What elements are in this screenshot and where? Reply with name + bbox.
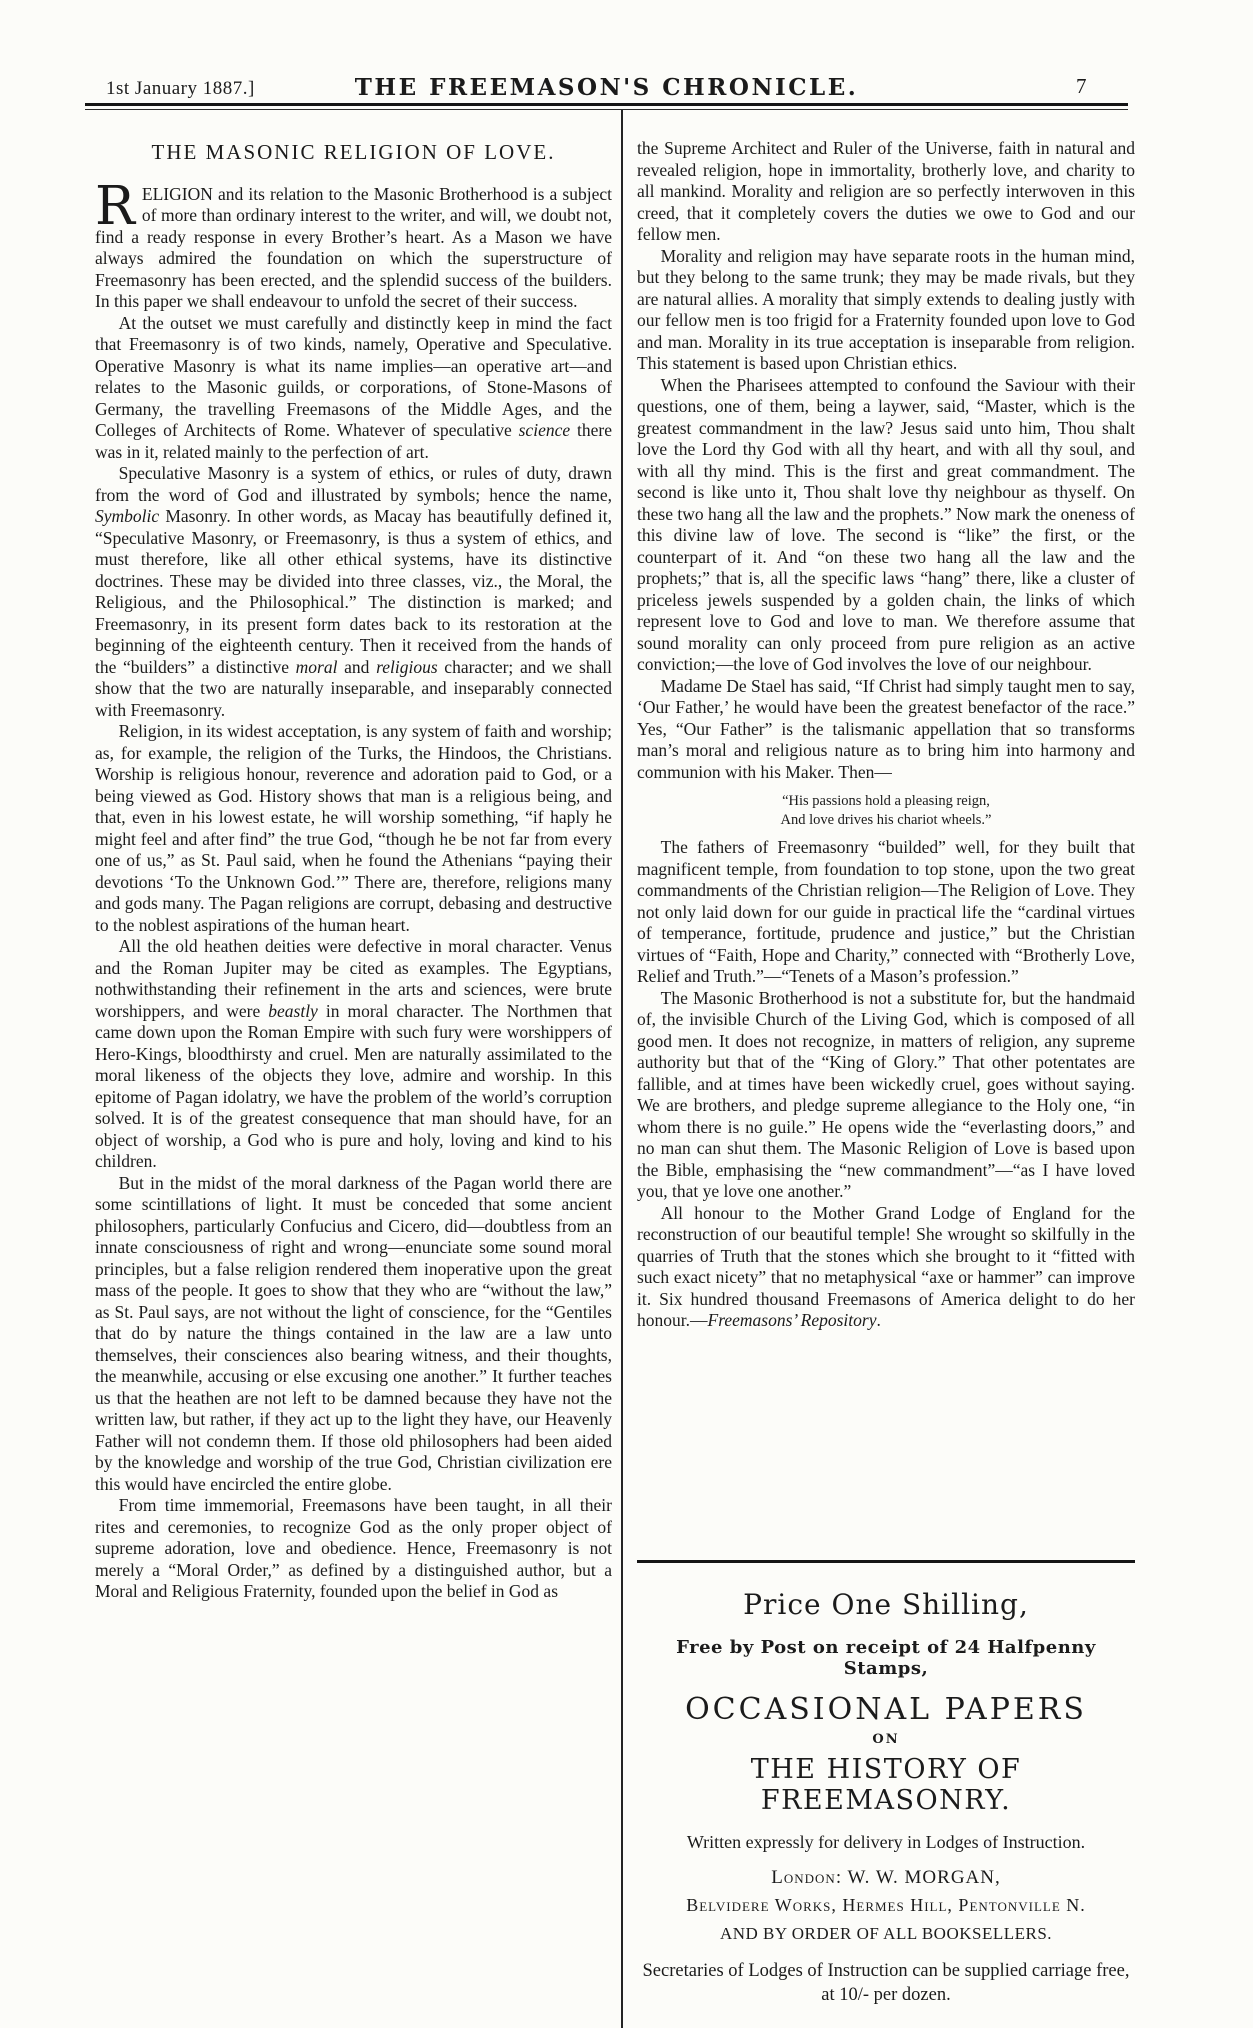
advert-book-title: THE HISTORY OF FREEMASONRY.	[750, 1754, 1022, 1816]
advert-series-title: OCCASIONAL PAPERS	[685, 1692, 1087, 1727]
article-paragraph: Madame De Stael has said, “If Christ had simply taught men to say, ‘Our Father,’ he would have been the greatest benefactor of the race.” Yes, “Our Father” is the talismanic appellation that so transforms man’s moral and religious nature as to bring him into harmony and communion with his Maker. Then—	[637, 675, 1135, 782]
header-date: 1st January 1887.]	[106, 78, 255, 99]
advert-price-line: Price One Shilling,	[743, 1588, 1029, 1621]
advert-written-line: Written expressly for delivery in Lodges of Instruction.	[686, 1832, 1086, 1852]
verse-quote: “His passions hold a pleasing reign, And love drives his chariot wheels.”	[780, 793, 992, 828]
drop-cap: R	[95, 175, 135, 237]
article-paragraph: At the outset we must carefully and distinctly keep in mind the fact that Freemasonry is of two kinds, namely, Operative and Speculative. Operative Masonry is what its name implies—an operative art—and relates to the Masonic guilds, or corporations, of Stone-Masons of Germany, the travelling Freemasons of the Middle Ages, and the Colleges of Architects of Rome. Whatever of speculative science there was in it, related mainly to the perfection of art.	[95, 312, 612, 462]
article-paragraph: RELIGION and its relation to the Masonic Brotherhood is a subject of more than ordinary interest to the writer, and will, we doubt not, find a ready response in every Brother’s heart. As a Mason we have always admired the foundation on which the superstructure of Freemasonry has been erected, and the splendid success of the builders. In this paper we shall endeavour to unfold the secret of their success.	[95, 175, 612, 311]
advert-publisher-line2: Belvidere Works, Hermes Hill, Pentonville N.	[686, 1895, 1086, 1915]
article-title: THE MASONIC RELIGION OF LOVE.	[151, 140, 556, 164]
article-paragraph: All the old heathen deities were defective in moral character. Venus and the Roman Jupiter may be cited as examples. The Egyptians, nothwithstanding their refinement in the arts and sciences, were brute worshippers, and were beastly in moral character. The Northmen that came down upon the Roman Empire with such fury were worshippers of Hero-Kings, bloodthirsty and cruel. Men are naturally assimilated to the moral likeness of the objects they love, admire and worship. In this epitome of Pagan idolatry, we have the problem of the world’s corruption solved. It is of the greatest consequence that man should have, for an object of worship, a God who is pure and holy, loving and kind to his children.	[95, 936, 612, 1171]
advert-on-label: ON	[872, 1732, 900, 1747]
advert-post-line: Free by Post on receipt of 24 Halfpenny Stamps,	[676, 1637, 1096, 1679]
left-column-body	[95, 175, 612, 1603]
article-paragraph: Speculative Masonry is a system of ethics, or rules of duty, drawn from the word of God and illustrated by symbols; hence the name, Symbolic Masonry. In other words, as Macay has beautifully defined it, “Speculative Masonry, or Freemasonry, is thus a system of ethics, and must therefore, like all other ethical systems, have its distinctive doctrines. These may be divided into three classes, viz., the Moral, the Religious, and the Philosophical.” The distinction is marked; and Freemasonry, in its present form dates back to its restoration at the beginning of the eighteenth century. Then it received from the hands of the “builders” a distinctive moral and religious character; and we shall show that the two are naturally inseparable, and inseparably connected with Freemasonry.	[95, 463, 612, 720]
page-number: 7	[1076, 74, 1087, 98]
article-paragraph: From time immemorial, Freemasons have been taught, in all their rites and ceremonies, to recognize God as the only proper object of supreme adoration, love and obedience. Hence, Freemasonry is not merely a “Moral Order,” as defined by a distinguished author, but a Moral and Religious Fraternity, founded upon the belief in God as	[95, 1495, 612, 1601]
article-paragraph: When the Pharisees attempted to confound the Saviour with their questions, one of them, being a laywer, said, “Master, which is the greatest commandment in the law? Jesus said unto him, Thou shalt love the Lord thy God with all thy heart, and with all thy soul, and with all thy mind. This is the first and great commandment. The second is like unto it, Thou shalt love thy neighbour as thyself. On these two hang all the law and the prophets.” Now mark the oneness of this divine law of love. The second is “like” the first, or the counterpart of it. And “on these two hang all the law and the prophets;” that is, all the specific laws “hang” there, like a cluster of priceless jewels suspended by a golden chain, the links of which represent love to God and love to man. We therefore assume that sound morality can only proceed from pure religion as an active conviction;—the love of God involves the love of our neighbour.	[637, 374, 1135, 674]
right-column	[637, 138, 1135, 1556]
advert-publisher-line1: London: W. W. MORGAN,	[771, 1867, 1001, 1888]
advert-secretaries-line: Secretaries of Lodges of Instruction can be supplied carriage free, at 10/- per dozen.	[642, 1961, 1130, 2005]
article-paragraph: The fathers of Freemasonry “builded” well, for they built that magnificent temple, from foundation to top stone, upon the two great commandments of the Christian religion—The Religion of Love. They not only laid down for our guide in practical life the “cardinal virtues of temperance, fortitude, prudence and justice,” but the Christian virtues of “Faith, Hope and Charity,” connected with “Brotherly Love, Relief and Truth.”—“Tenets of a Mason’s profession.”	[637, 837, 1135, 986]
article-paragraph: All honour to the Mother Grand Lodge of England for the reconstruction of our beautiful temple! She wrought so skilfully in the quarries of Truth that the stones which she brought to it “fitted with such exact nicety” that no metaphysical “axe or hammer” can improve it. Six hundred thousand Freemasons of America delight to do her honour.—Freemasons’ Repository.	[637, 1202, 1135, 1330]
column-divider	[621, 110, 623, 2028]
header-rule	[85, 103, 1128, 110]
left-column	[95, 140, 612, 1603]
advert-occasional-papers	[637, 1560, 1135, 2007]
article-paragraph: Morality and religion may have separate roots in the human mind, but they belong to the same trunk; they may be made rivals, but they are natural allies. A morality that simply extends to dealing justly with our fellow men is too frigid for a Fraternity founded upon love to God and man. Morality in its true acceptation is inseparable from religion. This statement is based upon Christian ethics.	[637, 245, 1135, 373]
advert-booksellers-line: AND BY ORDER OF ALL BOOKSELLERS.	[719, 1924, 1053, 1943]
article-paragraph: the Supreme Architect and Ruler of the Universe, faith in natural and revealed religion, hope in immortality, brotherly love, and charity to all mankind. Morality and religion are so perfectly interwoven in this creed, that it completely covers the duties we owe to God and our fellow men.	[637, 138, 1135, 244]
article-paragraph: Religion, in its widest acceptation, is any system of faith and worship; as, for example, the religion of the Turks, the Hindoos, the Christians. Worship is religious honour, reverence and adoration paid to God, or a being viewed as God. History shows that man is a religious being, and that, even in his lowest estate, he will worship something, “if haply he might feel and after find” the true God, “though he be not far from every one of us,” as St. Paul said, when he found the Athenians “paying their devotions ‘To the Unknown God.’” There are, therefore, religions many and gods many. The Pagan religions are corrupt, debasing and destructive to the noblest aspirations of the human heart.	[95, 721, 612, 935]
article-paragraph: The Masonic Brotherhood is not a substitute for, but the handmaid of, the invisible Church of the Living God, which is composed of all good men. It does not recognize, in matters of religion, any supreme authority but that of the “King of Glory.” That other potentates are fallible, and at times have been wickedly cruel, goes without saying. We are brothers, and pledge supreme allegiance to the Holy one, “in whom there is no guile.” He opens wide the “everlasting doors,” and no man can shut them. The Masonic Religion of Love is based upon the Bible, emphasising the “new commandment”—“as I have loved you, that ye love one another.”	[637, 987, 1135, 1201]
right-column-body	[637, 138, 1135, 1332]
article-paragraph: But in the midst of the moral darkness of the Pagan world there are some scintillations of light. It must be conceded that some ancient philosophers, particularly Confucius and Cicero, did—doubtless from an innate consciousness of right and wrong—enunciate some sound moral principles, but a false religion rendered them inoperative upon the great mass of the people. It goes to show that they who are “without the law,” as St. Paul says, are not without the light of conscience, for the “Gentiles that do by nature the things contained in the law are a law unto themselves, their consciences also bearing witness, and their thoughts, the meanwhile, accusing or else excusing one another.” It further teaches us that the heathen are not left to be damned because they have not the written law, but rather, if they act up to the light they have, our Heavenly Father will not condemn them. If those old philosophers had been aided by the knowledge and worship of the true God, Christian civilization ere this would have encircled the entire globe.	[95, 1172, 612, 1494]
masthead-title: THE FREEMASON'S CHRONICLE.	[354, 74, 859, 101]
